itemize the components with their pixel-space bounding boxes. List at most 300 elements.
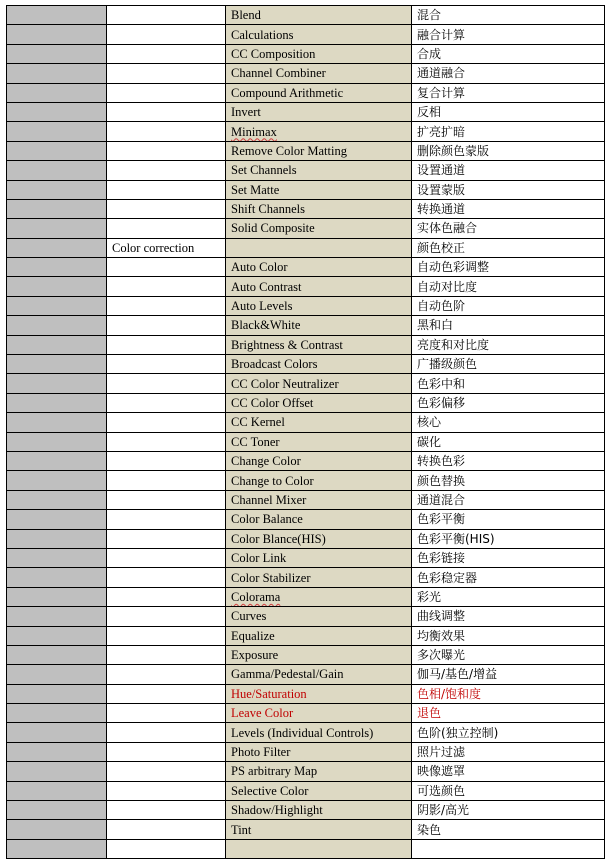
table-row (7, 471, 605, 490)
effect-name-cell (226, 258, 412, 277)
translation-text: 彩光 (417, 589, 442, 604)
table-row (7, 219, 605, 238)
translation-cell (412, 316, 605, 335)
effect-name-cell (226, 393, 412, 412)
translation-cell (412, 355, 605, 374)
table-row (7, 25, 605, 44)
row-marker-cell (7, 781, 107, 800)
translation-text: 色彩稳定器 (417, 570, 478, 585)
effect-name-cell (226, 548, 412, 567)
category-cell (107, 684, 226, 703)
translation-cell (412, 820, 605, 839)
category-cell (107, 471, 226, 490)
effect-name-text: Change Color (231, 454, 301, 469)
translation-cell (412, 161, 605, 180)
translation-cell (412, 723, 605, 742)
effect-name-cell (226, 199, 412, 218)
translation-text: 曲线调整 (417, 609, 466, 624)
table-row (7, 374, 605, 393)
effect-name-cell (226, 161, 412, 180)
effect-name-cell (226, 684, 412, 703)
category-cell (107, 801, 226, 820)
category-cell (107, 548, 226, 567)
row-marker-cell (7, 432, 107, 451)
table-row (7, 839, 605, 858)
row-marker-cell (7, 219, 107, 238)
effect-name-text: Compound Arithmetic (231, 85, 344, 100)
translation-text: 自动色阶 (417, 299, 466, 314)
translation-cell (412, 277, 605, 296)
table-row (7, 723, 605, 742)
translation-text: 核心 (417, 415, 442, 430)
table-row (7, 626, 605, 645)
category-cell (107, 44, 226, 63)
translation-cell (412, 510, 605, 529)
effect-name-cell (226, 510, 412, 529)
table-row (7, 665, 605, 684)
row-marker-cell (7, 44, 107, 63)
effect-name-cell (226, 781, 412, 800)
translation-cell (412, 102, 605, 121)
translation-cell (412, 44, 605, 63)
category-cell (107, 490, 226, 509)
category-cell (107, 413, 226, 432)
table-row (7, 529, 605, 548)
effect-name-cell (226, 238, 412, 257)
row-marker-cell (7, 258, 107, 277)
table-row (7, 607, 605, 626)
effect-name-cell (226, 296, 412, 315)
row-marker-cell (7, 83, 107, 102)
effect-name-cell (226, 277, 412, 296)
effect-name-cell (226, 587, 412, 606)
effects-table (6, 5, 605, 859)
row-marker-cell (7, 122, 107, 141)
translation-text: 颜色替换 (417, 473, 466, 488)
translation-text: 融合计算 (417, 27, 466, 42)
table-row (7, 199, 605, 218)
category-cell (107, 451, 226, 470)
translation-text: 色相/饱和度 (417, 686, 482, 701)
table-row (7, 684, 605, 703)
category-cell (107, 316, 226, 335)
effect-name-cell (226, 839, 412, 858)
category-cell (107, 529, 226, 548)
translation-text: 反相 (417, 105, 442, 120)
effect-name-cell (226, 723, 412, 742)
row-marker-cell (7, 413, 107, 432)
translation-cell (412, 529, 605, 548)
table-row (7, 238, 605, 257)
row-marker-cell (7, 762, 107, 781)
category-cell (107, 6, 226, 25)
effect-name-text: Photo Filter (231, 745, 291, 760)
category-cell (107, 626, 226, 645)
effect-name-text: Leave Color (231, 706, 294, 721)
translation-cell (412, 219, 605, 238)
row-marker-cell (7, 607, 107, 626)
effect-name-cell (226, 568, 412, 587)
table-row (7, 316, 605, 335)
translation-cell (412, 451, 605, 470)
category-cell (107, 665, 226, 684)
effect-name-cell (226, 704, 412, 723)
effect-name-text: CC Color Offset (231, 396, 314, 410)
row-marker-cell (7, 529, 107, 548)
category-cell (107, 141, 226, 160)
translation-text: 合成 (417, 46, 442, 61)
effect-name-cell (226, 83, 412, 102)
effect-name-cell (226, 432, 412, 451)
translation-text: 碳化 (417, 434, 442, 449)
translation-cell (412, 180, 605, 199)
row-marker-cell (7, 684, 107, 703)
category-cell (107, 762, 226, 781)
category-cell (107, 723, 226, 742)
effect-name-cell (226, 219, 412, 238)
effect-name-text: CC Color Neutralizer (231, 376, 339, 391)
category-text: Color correction (112, 240, 195, 255)
table-row (7, 122, 605, 141)
translation-cell (412, 258, 605, 277)
row-marker-cell (7, 141, 107, 160)
translation-text: 广播级颜色 (417, 357, 478, 372)
translation-cell (412, 684, 605, 703)
row-marker-cell (7, 374, 107, 393)
translation-cell (412, 742, 605, 761)
table-row (7, 180, 605, 199)
translation-cell (412, 839, 605, 858)
translation-cell (412, 607, 605, 626)
translation-text: 设置蒙版 (417, 182, 466, 197)
row-marker-cell (7, 820, 107, 839)
translation-cell (412, 587, 605, 606)
translation-cell (412, 393, 605, 412)
translation-cell (412, 335, 605, 354)
row-marker-cell (7, 548, 107, 567)
translation-cell (412, 471, 605, 490)
table-row (7, 451, 605, 470)
translation-cell (412, 762, 605, 781)
translation-cell (412, 122, 605, 141)
row-marker-cell (7, 490, 107, 509)
translation-cell (412, 25, 605, 44)
effect-name-text: CC Kernel (231, 415, 285, 430)
category-cell (107, 25, 226, 44)
effect-name-text: Remove Color Matting (231, 143, 347, 158)
translation-cell (412, 781, 605, 800)
translation-text: 转换通道 (417, 202, 466, 217)
translation-cell (412, 83, 605, 102)
translation-text: 通道融合 (417, 66, 466, 81)
row-marker-cell (7, 277, 107, 296)
category-cell (107, 704, 226, 723)
translation-text: 亮度和对比度 (417, 337, 490, 352)
effect-name-cell (226, 6, 412, 25)
category-cell (107, 510, 226, 529)
table-row (7, 490, 605, 509)
table-row (7, 258, 605, 277)
row-marker-cell (7, 451, 107, 470)
effect-name-cell (226, 665, 412, 684)
translation-text: 自动色彩调整 (417, 260, 490, 275)
table-row (7, 102, 605, 121)
translation-cell (412, 704, 605, 723)
effect-name-text: Set Channels (231, 163, 297, 178)
translation-text: 可选颜色 (417, 783, 466, 798)
translation-cell (412, 238, 605, 257)
effect-name-text: Solid Composite (231, 221, 315, 236)
category-cell (107, 568, 226, 587)
effect-name-text: Channel Mixer (231, 492, 307, 507)
translation-text: 实体色融合 (417, 221, 478, 236)
translation-cell (412, 64, 605, 83)
row-marker-cell (7, 801, 107, 820)
translation-cell (412, 432, 605, 451)
translation-text: 设置通道 (417, 163, 466, 178)
translation-text: 自动对比度 (417, 279, 478, 294)
translation-text: 照片过滤 (417, 745, 466, 760)
row-marker-cell (7, 6, 107, 25)
category-cell (107, 742, 226, 761)
table-row (7, 64, 605, 83)
translation-text: 染色 (417, 822, 442, 837)
table-row (7, 587, 605, 606)
translation-text: 色彩偏移 (417, 396, 466, 410)
category-cell (107, 645, 226, 664)
row-marker-cell (7, 704, 107, 723)
translation-text: 扩亮扩暗 (417, 124, 466, 139)
translation-text: 删除颜色蒙版 (417, 143, 490, 158)
translation-cell (412, 645, 605, 664)
translation-cell (412, 6, 605, 25)
row-marker-cell (7, 587, 107, 606)
translation-cell (412, 141, 605, 160)
row-marker-cell (7, 296, 107, 315)
effect-name-text: Auto Levels (231, 299, 293, 314)
translation-text: 色彩链接 (417, 551, 466, 566)
row-marker-cell (7, 742, 107, 761)
table-row (7, 510, 605, 529)
effect-name-cell (226, 645, 412, 664)
table-row (7, 801, 605, 820)
effect-name-text: Selective Color (231, 783, 309, 798)
table-row (7, 781, 605, 800)
category-cell (107, 839, 226, 858)
translation-cell (412, 296, 605, 315)
effect-name-text: Color Balance (231, 512, 303, 527)
row-marker-cell (7, 180, 107, 199)
translation-text: 颜色校正 (417, 240, 466, 255)
category-cell (107, 355, 226, 374)
category-cell (107, 64, 226, 83)
table-row (7, 413, 605, 432)
effect-name-text: Invert (231, 105, 261, 120)
effect-name-cell (226, 141, 412, 160)
table-row (7, 141, 605, 160)
effect-name-text: Set Matte (231, 182, 280, 197)
row-marker-cell (7, 393, 107, 412)
category-cell (107, 122, 226, 141)
effect-name-text: Color Blance(HIS) (231, 531, 326, 546)
translation-text: 阴影/高光 (417, 803, 470, 818)
effect-name-text: Color Link (231, 551, 287, 566)
translation-text: 多次曝光 (417, 648, 466, 663)
effect-name-text: PS arbitrary Map (231, 764, 318, 779)
effects-table-body (7, 6, 605, 859)
category-cell (107, 277, 226, 296)
effect-name-text: Change to Color (231, 473, 314, 488)
row-marker-cell (7, 316, 107, 335)
effect-name-cell (226, 102, 412, 121)
row-marker-cell (7, 645, 107, 664)
effect-name-text: Levels (Individual Controls) (231, 725, 374, 740)
category-cell (107, 258, 226, 277)
translation-cell (412, 490, 605, 509)
effect-name-cell (226, 490, 412, 509)
effect-name-text: Broadcast Colors (231, 357, 318, 372)
effect-name-cell (226, 122, 412, 141)
category-cell (107, 238, 226, 257)
translation-cell (412, 626, 605, 645)
translation-text: 退色 (417, 706, 442, 721)
translation-text: 通道混合 (417, 492, 466, 507)
effect-name-text: Black&White (231, 318, 301, 333)
effect-name-text: Calculations (231, 27, 294, 42)
table-row (7, 645, 605, 664)
row-marker-cell (7, 665, 107, 684)
effect-name-text: Minimax (231, 124, 277, 139)
row-marker-cell (7, 199, 107, 218)
table-row (7, 335, 605, 354)
effect-name-text: Brightness & Contrast (231, 337, 343, 352)
category-cell (107, 102, 226, 121)
table-row (7, 296, 605, 315)
table-row (7, 44, 605, 63)
effect-name-cell (226, 180, 412, 199)
translation-text: 均衡效果 (417, 628, 466, 643)
translation-text: 色阶(独立控制) (417, 725, 499, 740)
effect-name-text: Auto Contrast (231, 279, 302, 294)
table-row (7, 277, 605, 296)
table-row (7, 393, 605, 412)
effect-name-cell (226, 607, 412, 626)
effect-name-text: Hue/Saturation (231, 686, 307, 701)
effect-name-text: Gamma/Pedestal/Gain (231, 667, 344, 682)
row-marker-cell (7, 626, 107, 645)
category-cell (107, 820, 226, 839)
table-row (7, 6, 605, 25)
effect-name-cell (226, 44, 412, 63)
effect-name-text: Shadow/Highlight (231, 803, 323, 818)
translation-text: 转换色彩 (417, 454, 466, 469)
effect-name-text: Blend (231, 8, 261, 23)
row-marker-cell (7, 161, 107, 180)
translation-cell (412, 568, 605, 587)
effect-name-text: Exposure (231, 648, 279, 663)
translation-cell (412, 548, 605, 567)
translation-text: 色彩中和 (417, 376, 466, 391)
translation-text: 色彩平衡(HIS) (417, 531, 495, 546)
effect-name-text: Auto Color (231, 260, 288, 275)
effect-name-text: Equalize (231, 628, 275, 643)
translation-text: 映像遮罩 (417, 764, 466, 779)
row-marker-cell (7, 510, 107, 529)
row-marker-cell (7, 238, 107, 257)
translation-cell (412, 199, 605, 218)
effect-name-cell (226, 626, 412, 645)
row-marker-cell (7, 102, 107, 121)
translation-text: 复合计算 (417, 85, 466, 100)
effect-name-text: Colorama (231, 589, 281, 604)
row-marker-cell (7, 64, 107, 83)
table-row (7, 83, 605, 102)
translation-cell (412, 374, 605, 393)
effect-name-cell (226, 801, 412, 820)
category-cell (107, 781, 226, 800)
translation-text: 伽马/基色/增益 (417, 667, 498, 682)
translation-text: 黑和白 (417, 318, 454, 333)
table-row (7, 820, 605, 839)
category-cell (107, 83, 226, 102)
table-row (7, 762, 605, 781)
category-cell (107, 587, 226, 606)
row-marker-cell (7, 25, 107, 44)
table-row (7, 704, 605, 723)
row-marker-cell (7, 355, 107, 374)
table-row (7, 742, 605, 761)
row-marker-cell (7, 839, 107, 858)
row-marker-cell (7, 568, 107, 587)
table-row (7, 161, 605, 180)
effect-name-cell (226, 64, 412, 83)
effect-name-text: Channel Combiner (231, 66, 326, 81)
category-cell (107, 374, 226, 393)
effect-name-cell (226, 355, 412, 374)
effect-name-cell (226, 335, 412, 354)
effect-name-cell (226, 762, 412, 781)
effect-name-text: Curves (231, 609, 267, 624)
effect-name-cell (226, 451, 412, 470)
row-marker-cell (7, 471, 107, 490)
effect-name-cell (226, 820, 412, 839)
translation-text: 混合 (417, 8, 442, 23)
translation-cell (412, 801, 605, 820)
category-cell (107, 335, 226, 354)
table-row (7, 432, 605, 451)
row-marker-cell (7, 723, 107, 742)
effect-name-cell (226, 374, 412, 393)
effect-name-cell (226, 529, 412, 548)
effect-name-text: CC Toner (231, 434, 280, 449)
table-row (7, 355, 605, 374)
table-row (7, 568, 605, 587)
category-cell (107, 607, 226, 626)
effect-name-cell (226, 316, 412, 335)
effect-name-text: CC Composition (231, 46, 316, 61)
effect-name-cell (226, 471, 412, 490)
effect-name-cell (226, 25, 412, 44)
category-cell (107, 219, 226, 238)
translation-cell (412, 413, 605, 432)
category-cell (107, 180, 226, 199)
table-row (7, 548, 605, 567)
category-cell (107, 296, 226, 315)
effect-name-text: Color Stabilizer (231, 570, 311, 585)
translation-text: 色彩平衡 (417, 512, 466, 527)
translation-cell (412, 665, 605, 684)
effect-name-text: Shift Channels (231, 202, 305, 217)
